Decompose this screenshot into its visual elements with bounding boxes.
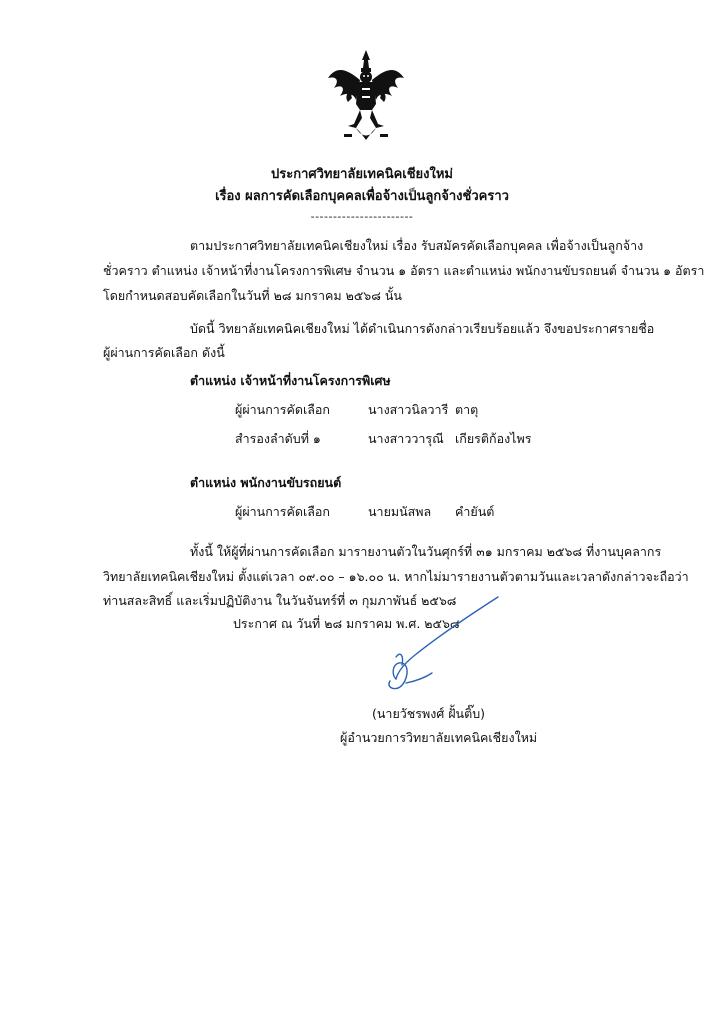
- intro-line-1: ตามประกาศวิทยาลัยเทคนิคเชียงใหม่ เรื่อง รับสมัครคัดเลือกบุคคล เพื่อจ้างเป็นลูกจ้าง: [190, 238, 644, 253]
- announcement-date: ประกาศ ณ วันที่ ๒๘ มกราคม พ.ศ. ๒๕๖๘: [233, 616, 460, 631]
- signer-title: ผู้อำนวยการวิทยาลัยเทคนิคเชียงใหม่: [340, 730, 538, 745]
- position-role: ผู้ผ่านการคัดเลือก: [235, 504, 331, 519]
- title-divider: -----------------------: [310, 210, 414, 223]
- candidate-first-name: นายมนัสพล: [368, 504, 432, 519]
- intro-line-3: โดยกำหนดสอบคัดเลือกในวันที่ ๒๘ มกราคม ๒๕๖๘ นั้น: [103, 288, 402, 303]
- announce-line-1: บัดนี้ วิทยาลัยเทคนิคเชียงใหม่ ได้ดำเนินการดังกล่าวเรียบร้อยแล้ว จึงขอประกาศรายชื่อ: [190, 321, 655, 336]
- candidate-first-name: นางสาววารุณี: [368, 431, 444, 446]
- report-line-2: วิทยาลัยเทคนิคเชียงใหม่ ตั้งแต่เวลา ๐๙.๐๐ – ๑๖.๐๐ น. หากไม่มารายงานตัวตามวันและเวลาดังกล่าวจะถือว่า: [103, 569, 689, 584]
- intro-line-2: ชั่วคราว ตำแหน่ง เจ้าหน้าที่งานโครงการพิเศษ จำนวน ๑ อัตรา และตำแหน่ง พนักงานขับรถยนต์ จำนวน ๑ อัตรา: [103, 263, 705, 278]
- position-role: ผู้ผ่านการคัดเลือก: [235, 402, 331, 417]
- candidate-last-name: เกียรติก้องไพร: [455, 431, 532, 446]
- signer-name: (นายวัชรพงศ์ ฝั้นติ๊บ): [372, 706, 486, 721]
- position-heading: ตำแหน่ง พนักงานขับรถยนต์: [190, 475, 342, 490]
- document-subject: เรื่อง ผลการคัดเลือกบุคคลเพื่อจ้างเป็นลูกจ้างชั่วคราว: [215, 189, 509, 204]
- announce-line-2: ผู้ผ่านการคัดเลือก ดังนี้: [103, 345, 225, 360]
- candidate-last-name: คำยันต์: [455, 504, 495, 519]
- candidate-last-name: ตาตุ: [455, 402, 479, 417]
- report-line-3: ท่านสละสิทธิ์ และเริ่มปฏิบัติงาน ในวันจันทร์ที่ ๓ กุมภาพันธ์ ๒๕๖๘: [103, 593, 457, 608]
- candidate-first-name: นางสาวนิลวารี: [368, 402, 449, 417]
- position-heading: ตำแหน่ง เจ้าหน้าที่งานโครงการพิเศษ: [190, 373, 391, 388]
- document-title: ประกาศวิทยาลัยเทคนิคเชียงใหม่: [270, 167, 454, 182]
- report-line-1: ทั้งนี้ ให้ผู้ที่ผ่านการคัดเลือก มารายงานตัวในวันศุกร์ที่ ๓๑ มกราคม ๒๕๖๘ ที่งานบุคลากร: [190, 544, 662, 559]
- garuda-emblem-icon: [326, 48, 406, 143]
- position-role: สำรองลำดับที่ ๑: [235, 431, 321, 446]
- handwritten-signature-icon: [360, 595, 500, 695]
